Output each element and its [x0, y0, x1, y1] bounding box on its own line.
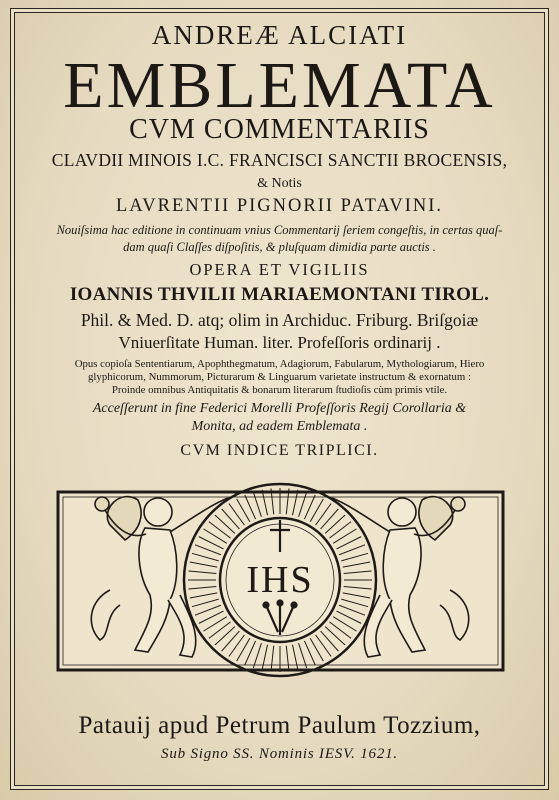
author-line: ANDREÆ ALCIATI	[151, 20, 408, 50]
imprint-line: Patauij apud Petrum Paulum Tozzium,	[78, 712, 481, 739]
index-line: CVM INDICE TRIPLICI.	[180, 442, 379, 459]
addition-line: Acceſſerunt in fine Federici Morelli Profeſſoris Regij Corollaria &	[92, 401, 467, 416]
description-block	[14, 358, 545, 397]
description-line: glyphicorum, Nummorum, Picturarum & Linguarum varietate instructum & exornatum :	[88, 371, 471, 383]
editor-title-line: Phil. & Med. D. atq; olim in Archiduc. Friburg. Briſgoiæ	[80, 310, 479, 330]
addition-line: Monita, ad eadem Emblemata .	[191, 419, 368, 434]
notes-line: & Notis	[257, 176, 302, 191]
commentators-line: CLAVDII MINOIS I.C. FRANCISCI SANCTII BROCENSIS,	[51, 150, 508, 170]
addition-block	[14, 400, 545, 436]
main-title: EMBLEMATA	[63, 49, 496, 122]
opera-line: OPERA ET VIGILIIS	[189, 260, 370, 279]
edition-note	[14, 222, 545, 256]
description-line: Opus copioſa Sententiarum, Apophthegmatum, Adagiorum, Fabularum, Mythologiarum, Hiero	[74, 358, 485, 370]
ihs-monogram: IHS	[246, 559, 314, 601]
subtitle: CVM COMMENTARIIS	[129, 114, 430, 145]
edition-note-line: Nouiſsima hac editione in continuam vnius Commentarij ſeriem congeſtis, in certas quaſ-	[56, 223, 503, 237]
printers-device-woodcut	[50, 470, 511, 695]
annotator-line: LAVRENTII PIGNORII PATAVINI.	[115, 196, 444, 216]
edition-note-line: dam quaſi Claſſes diſpoſitis, & pluſquam dimidia parte auctis .	[123, 240, 436, 254]
description-line: Proinde omnibus Antiquitatis & bonarum literarum ſtudioſis cùm primis vtile.	[111, 384, 448, 396]
editor-line: IOANNIS THVILII MARIAEMONTANI TIROL.	[69, 284, 490, 305]
sign-and-year-line: Sub Signo SS. Nominis IESV. 1621.	[161, 746, 398, 762]
editor-university-line: Vniuerſitate Human. liter. Profeſſoris ordinarij .	[118, 333, 441, 352]
